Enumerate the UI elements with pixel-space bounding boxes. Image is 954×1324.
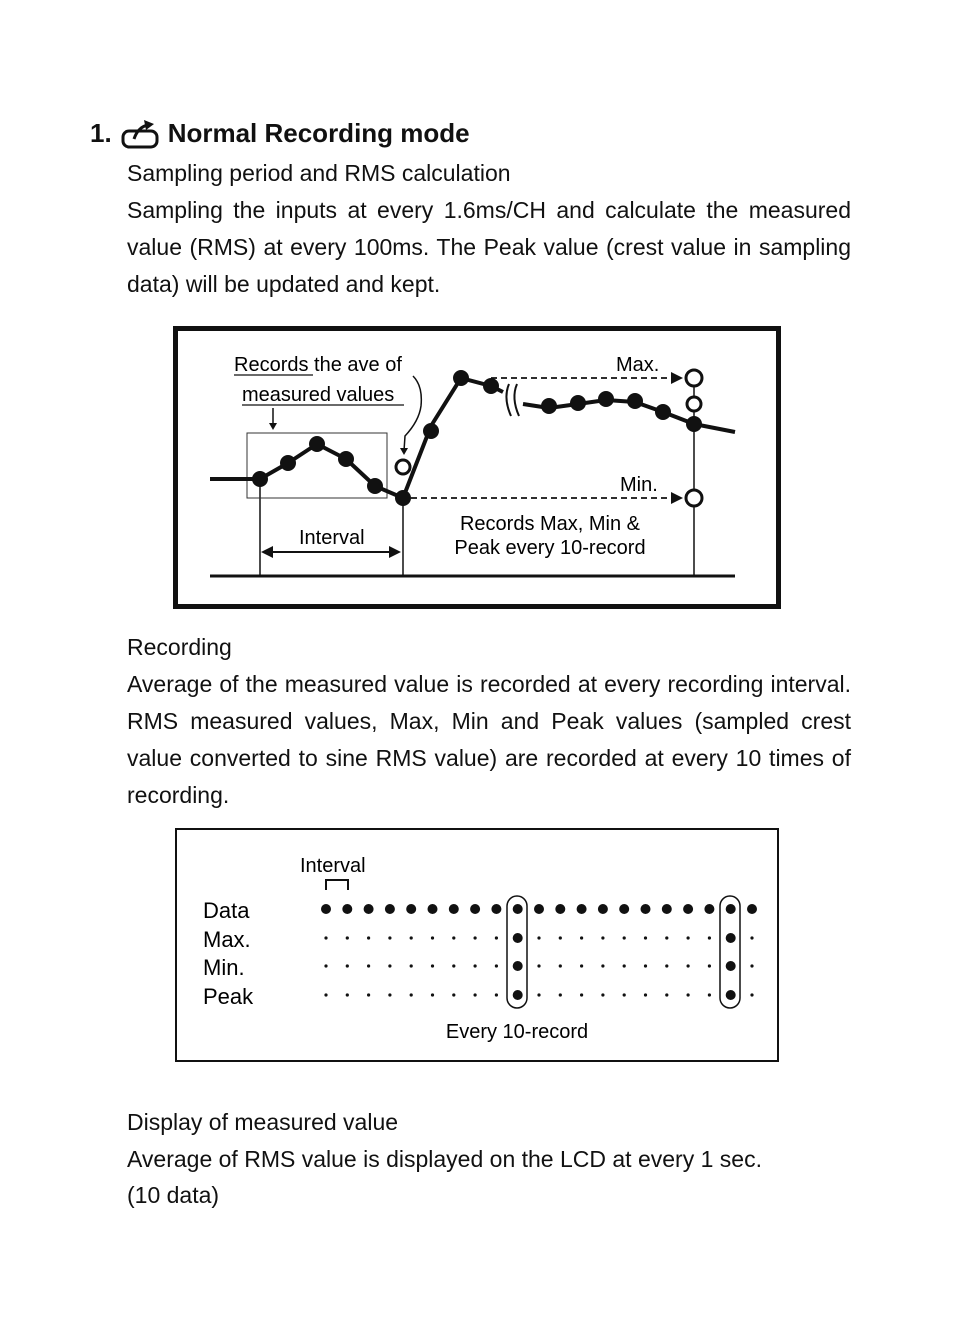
record-dot (367, 964, 370, 967)
record-dot (513, 904, 523, 914)
recording-text: Average of the measured value is recorded at every recording interval. RMS measured values, Max, Min and Peak values (sampled crest value converted to sine RMS value) are recorded at every 10 times of recording. (127, 671, 851, 808)
records-ave-label-2: measured values (242, 384, 395, 406)
record-dot (623, 936, 626, 939)
record-dot (644, 993, 647, 996)
record-dot (449, 904, 459, 914)
record-dot (687, 964, 690, 967)
min-label: Min. (620, 474, 658, 496)
section-number: 1. (90, 118, 112, 148)
record-dot (665, 993, 668, 996)
record-dot (601, 993, 604, 996)
record-dot (537, 936, 540, 939)
interval-label: Interval (299, 527, 365, 549)
section-heading (90, 118, 470, 149)
record-dot (534, 904, 544, 914)
record-dot (324, 993, 327, 996)
record-dot (619, 904, 629, 914)
record-dot (474, 936, 477, 939)
record-dot (683, 904, 693, 914)
record-dot (726, 961, 736, 971)
record-dot (367, 936, 370, 939)
recording-mode-icon (120, 119, 160, 149)
record-dot (665, 964, 668, 967)
display-line2: (10 data) (127, 1182, 220, 1208)
sampling-text: Sampling the inputs at every 1.6ms/CH and calculate the measured value (RMS) at every 100ms. The Peak value (crest value in sampling data) will be updated and kept. (127, 197, 851, 297)
record-dot (495, 993, 498, 996)
record-dot (367, 993, 370, 996)
record-dot (474, 993, 477, 996)
record-dot (491, 904, 501, 914)
record-dot (342, 904, 352, 914)
row-label-data: Data (203, 898, 250, 923)
record-dot (452, 936, 455, 939)
record-dot (431, 936, 434, 939)
every-10-record-label: Every 10-record (445, 1021, 589, 1043)
record-dot (513, 933, 523, 943)
record-dot (474, 964, 477, 967)
record-dot (644, 964, 647, 967)
record-dot (495, 964, 498, 967)
section-title: Normal Recording mode (167, 118, 470, 148)
display-subtitle: Display of measured value (127, 1109, 399, 1135)
record-dot (452, 993, 455, 996)
record-dot (388, 993, 391, 996)
record-dot (431, 993, 434, 996)
record-dot (747, 904, 757, 914)
record-dot (665, 936, 668, 939)
record-dot (470, 904, 480, 914)
record-dot (364, 904, 374, 914)
record-dot (580, 936, 583, 939)
record-dot (601, 936, 604, 939)
record-dot (346, 964, 349, 967)
every-10-label-2: Peak every 10-record (454, 537, 646, 559)
record-dot (388, 964, 391, 967)
record-dot (598, 904, 608, 914)
row-label-max: Max. (203, 927, 251, 952)
interval-label-2: Interval (300, 855, 366, 877)
record-dot (346, 936, 349, 939)
record-dot (555, 904, 565, 914)
record-dot (687, 993, 690, 996)
display-line1: Average of RMS value is displayed on the LCD at every 1 sec. (127, 1146, 762, 1172)
sampling-diagram (173, 326, 781, 614)
record-dot (580, 964, 583, 967)
record-dot (324, 936, 327, 939)
record-dot (750, 936, 753, 939)
record-dot (513, 990, 523, 1000)
record-dot (513, 961, 523, 971)
row-label-min: Min. (203, 955, 245, 980)
row-label-peak: Peak (203, 984, 254, 1009)
record-dot (726, 933, 736, 943)
record-dot (321, 904, 331, 914)
record-dot (623, 964, 626, 967)
record-dot (410, 993, 413, 996)
record-dot (726, 904, 736, 914)
record-dot (410, 936, 413, 939)
record-dot (410, 964, 413, 967)
record-dot (708, 964, 711, 967)
every-10-label-1: Records Max, Min & (459, 513, 641, 535)
record-dot (452, 964, 455, 967)
record-dot (406, 904, 416, 914)
recording-subtitle: Recording (127, 634, 232, 660)
record-dot (324, 964, 327, 967)
record-dot (580, 993, 583, 996)
record-dot (577, 904, 587, 914)
records-ave-label-1: Records the ave of (234, 354, 402, 376)
record-dot (428, 904, 438, 914)
record-dot (537, 993, 540, 996)
record-dot (662, 904, 672, 914)
record-dot (750, 993, 753, 996)
record-dot (559, 964, 562, 967)
record-dot (644, 936, 647, 939)
record-dot (559, 936, 562, 939)
record-dot (601, 964, 604, 967)
record-dot (708, 993, 711, 996)
record-dot (687, 936, 690, 939)
record-dot (388, 936, 391, 939)
sampling-subtitle: Sampling period and RMS calculation (127, 160, 511, 186)
record-dot (385, 904, 395, 914)
record-dot (726, 990, 736, 1000)
record-dot (431, 964, 434, 967)
record-dot (704, 904, 714, 914)
record-dot (623, 993, 626, 996)
record-dot (537, 964, 540, 967)
record-dot (559, 993, 562, 996)
record-dot (495, 936, 498, 939)
record-dot (708, 936, 711, 939)
recording-diagram (175, 828, 780, 1068)
record-dot (346, 993, 349, 996)
record-dot (641, 904, 651, 914)
max-label: Max. (616, 354, 660, 376)
record-dot (750, 964, 753, 967)
